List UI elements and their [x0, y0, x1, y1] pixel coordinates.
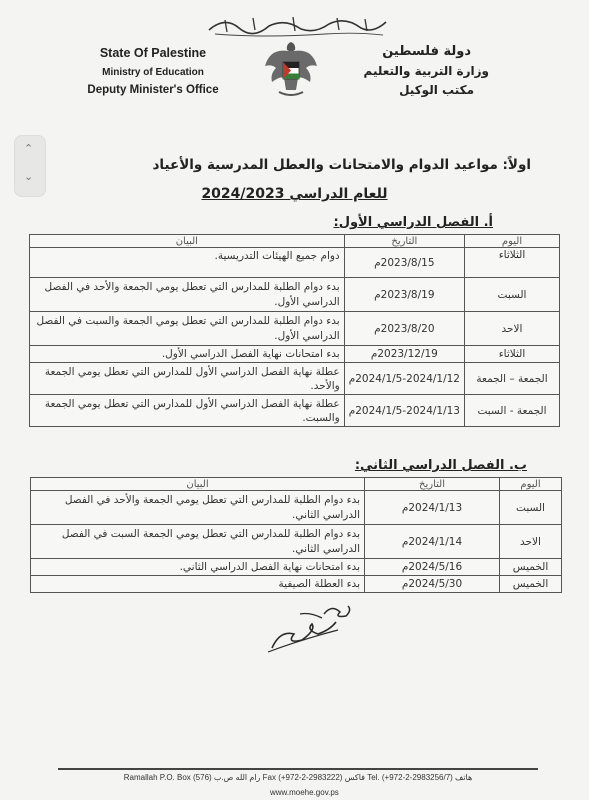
cell-day: الجمعة - السبت [465, 395, 560, 427]
semester2-heading: ب. الفصل الدراسي الثاني: [354, 458, 527, 473]
cell-description: بدء دوام الطلبة للمدارس التي تعطل يومي الجمعة والسبت في الفصل الدراسي الأول. [30, 312, 345, 346]
cell-day: السبت [465, 278, 560, 312]
cell-day: الخميس [500, 559, 562, 576]
footer-website: www.moehe.gov.ps [270, 788, 339, 797]
column-header-description: البيان [30, 235, 345, 248]
column-header-description: البيان [31, 478, 365, 491]
cell-description: دوام جميع الهيئات التدريسية. [30, 248, 345, 278]
table-row [31, 525, 562, 559]
chevron-up-icon[interactable]: ⌃ [24, 142, 34, 155]
footer-divider [58, 768, 538, 770]
header-state-en: State Of Palestine [99, 46, 207, 60]
cell-day: الثلاثاء [465, 346, 560, 363]
cell-date: 2023/8/15م [344, 248, 464, 278]
column-header-date: التاريخ [344, 235, 464, 248]
header-ministry-ar: وزارة التربية والتعليم [363, 64, 489, 78]
cell-day: الثلاثاء [465, 248, 560, 278]
column-header-day: اليوم [465, 235, 560, 248]
cell-date: 2024/1/13م [365, 491, 500, 525]
cell-date: 2023/8/20م [344, 312, 464, 346]
cell-description: بدء دوام الطلبة للمدارس التي تعطل يومي الجمعة السبت في الفصل الدراسي الثاني. [31, 525, 365, 559]
cell-day: السبت [500, 491, 562, 525]
cell-date: 2024/1/5-2024/1/13م [344, 395, 464, 427]
cell-description: بدء دوام الطلبة للمدارس التي تعطل يومي الجمعة والأحد في الفصل الدراسي الثاني. [31, 491, 365, 525]
document-title: اولاً: مواعيد الدوام والامتحانات والعطل المدرسية والأعياد [152, 157, 531, 173]
table-row [30, 395, 560, 427]
basmala-calligraphy [205, 12, 390, 38]
cell-date: 2023/12/19م [344, 346, 464, 363]
cell-day: الاحد [500, 525, 562, 559]
cell-date: 2024/5/30م [365, 576, 500, 593]
table-header-row [30, 235, 560, 248]
cell-date: 2024/5/16م [365, 559, 500, 576]
cell-day: الخميس [500, 576, 562, 593]
cell-date: 2024/1/5-2024/1/12م [344, 363, 464, 395]
cell-day: الجمعة – الجمعة [465, 363, 560, 395]
table-header-row [31, 478, 562, 491]
palestine-eagle-emblem [262, 38, 320, 100]
cell-date: 2023/8/19م [344, 278, 464, 312]
table-row [31, 576, 562, 593]
table-row [30, 248, 560, 278]
semester2-table [30, 477, 562, 593]
academic-year-title: للعام الدراسي 2024/2023 [201, 186, 388, 202]
table-row [31, 491, 562, 525]
column-header-date: التاريخ [365, 478, 500, 491]
semester1-table [29, 234, 560, 427]
cell-description: بدء العطلة الصيفية [31, 576, 365, 593]
header-ministry-en: Ministry of Education [102, 67, 204, 78]
column-header-day: اليوم [500, 478, 562, 491]
handwritten-signature [260, 600, 370, 655]
table-row [31, 559, 562, 576]
table-row [30, 363, 560, 395]
header-office-en: Deputy Minister's Office [87, 84, 219, 96]
cell-description: عطلة نهاية الفصل الدراسي الأول للمدارس التي تعطل يومي الجمعة والأحد. [30, 363, 345, 395]
chevron-down-icon[interactable]: ⌄ [24, 170, 34, 183]
cell-description: بدء امتحانات نهاية الفصل الدراسي الأول. [30, 346, 345, 363]
cell-day: الاحد [465, 312, 560, 346]
header-state-ar: دولة فلسطين [382, 44, 471, 59]
cell-description: بدء امتحانات نهاية الفصل الدراسي الثاني. [31, 559, 365, 576]
cell-date: 2024/1/14م [365, 525, 500, 559]
table-row [30, 346, 560, 363]
table-row [30, 278, 560, 312]
footer-contact: Ramallah P.O. Box (576) رام الله ص.ب Fax (+972-2-2983222) فاكس Tel. (+972-2-2983256/7) هاتف [123, 773, 473, 782]
semester1-heading: أ. الفصل الدراسي الأول: [333, 215, 493, 230]
cell-description: عطلة نهاية الفصل الدراسي الأول للمدارس التي تعطل يومي الجمعة والسبت. [30, 395, 345, 427]
table-row [30, 312, 560, 346]
cell-description: بدء دوام الطلبة للمدارس التي تعطل يومي الجمعة والأحد في الفصل الدراسي الأول. [30, 278, 345, 312]
header-office-ar: مكتب الوكيل [399, 83, 474, 97]
